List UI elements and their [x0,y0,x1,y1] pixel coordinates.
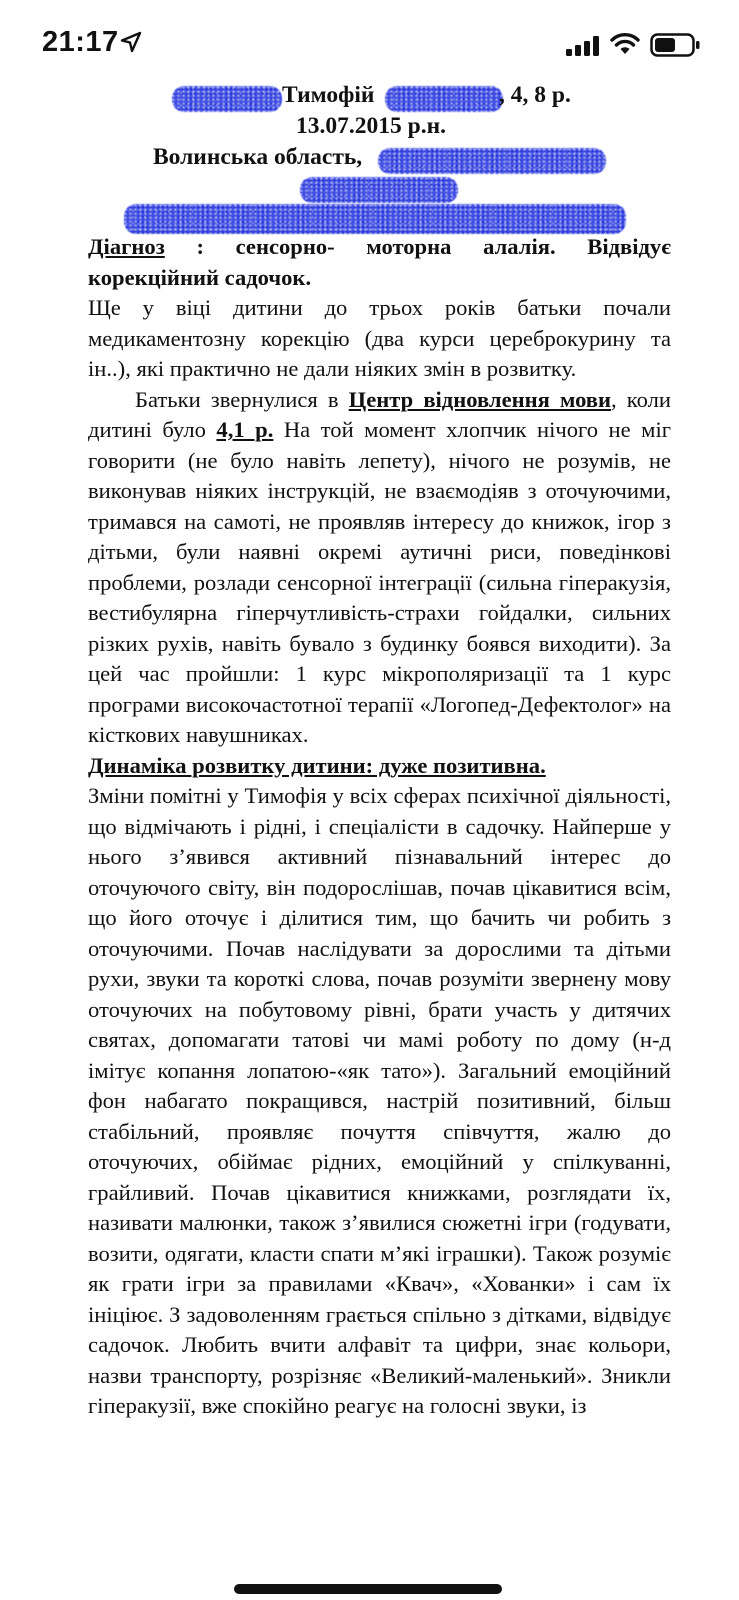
redacted-surname-block [172,86,282,112]
dynamics-heading: Динаміка розвитку дитини: дуже позитивна. [88,752,546,778]
redacted-address-block-1 [378,148,606,174]
redacted-address-block-3 [124,204,626,234]
redacted-patronymic-block [385,86,503,112]
age-at-visit: 4,1 р. [216,417,274,442]
para2-text-c: На той момент хлопчик нічого не міг говорити (не було навіть лепету), нічого не розумів, не виконував ніяких інструкцій, не взаємодіяв з оточуючими, тримався на самоті, не проявляв інтересу до книжок, ігор з дітьми, були наявні окремі аутичні риси, поведінкові проблеми, розлади сенсорної інтеграції (сильна гіперакузія, вестибулярна гіперчутливість-страхи гойдалки, сильних різких рухів, навіть бувало з будинку боявся виходити). За цей час пройшли: 1 курс мікрополяризації та 1 курс програми високочастотної терапії «Логопед-Дефектолог» на кісткових навушниках. [88,417,671,747]
paragraph-center-visit [88,385,671,751]
battery-icon [650,33,700,57]
status-bar [0,0,739,90]
para2-text-a: Батьки звернулися в [135,386,349,412]
wifi-icon [610,32,640,56]
status-time: 21:17 [42,26,119,58]
patient-name: Тимофій [282,82,375,108]
diagnosis-text: : сенсорно- моторна алалія. Відвідує корекційний садочок. [88,234,671,290]
diagnosis-paragraph [88,232,671,293]
location-arrow-icon [120,31,142,53]
diagnosis-label: Діагноз [88,234,165,259]
paragraph-dynamics: Зміни помітні у Тимофія у всіх сферах психічної діяльності, що відмічають і рідні, і спеціалісти в садочку. Найперше у нього з’явився активний пізнавальний інтерес до оточуючого світу, він подорослішав, почав цікавитися всім, що його оточує і ділитися тим, що бачить чи робить з оточуючими. Почав наслідувати за дорослими та дітьми рухи, звуки та короткі слова, почав розуміти звернену мову оточуючих на побутовому рівні, брати участь у дитячих святах, допомагати татові чи мамі роботу по дому (н-д імітує копання лопатою-«як тато»). Загальний емоційний фон набагато покращився, настрій позитивний, більш стабільний, проявляє почуття співчуття, жалю до оточуючих, обіймає рідних, емоційний у спілкуванні, грайливий. Почав цікавитися книжками, розглядати їх, називати малюнки, також з’явилися сюжетні ігри (годувати, возити, одягати, класти спати м’які іграшки). Також розуміє як грати ігри за правилами «Квач», «Хованки» і сам їх ініціює. З задоволенням грається спільно з дітками, відвідує садочок. Любить вчити алфавіт та цифри, знає кольори, назви транспорту, розрізняє «Великий-маленький». Зникли гіперакузії, вже спокійно реагує на голосні звуки, із [88,783,671,1418]
home-indicator[interactable] [234,1584,502,1594]
region: Волинська область, [153,144,363,170]
para2-text-b: , коли дитині було [88,386,671,442]
cellular-signal-icon [566,36,602,56]
redacted-address-block-2 [300,177,458,203]
center-name: Центр відновлення мови [348,386,612,412]
paragraph-medication: Ще у віці дитини до трьох років батьки почали медикаментозну корекцію (два курси цереброкурину та ін..), які практично не дали ніяких змін в розвитку. [88,295,671,381]
document-body [88,232,671,1422]
patient-age: , 4, 8 р. [499,82,571,108]
date-of-birth: 13.07.2015 р.н. [296,113,446,139]
